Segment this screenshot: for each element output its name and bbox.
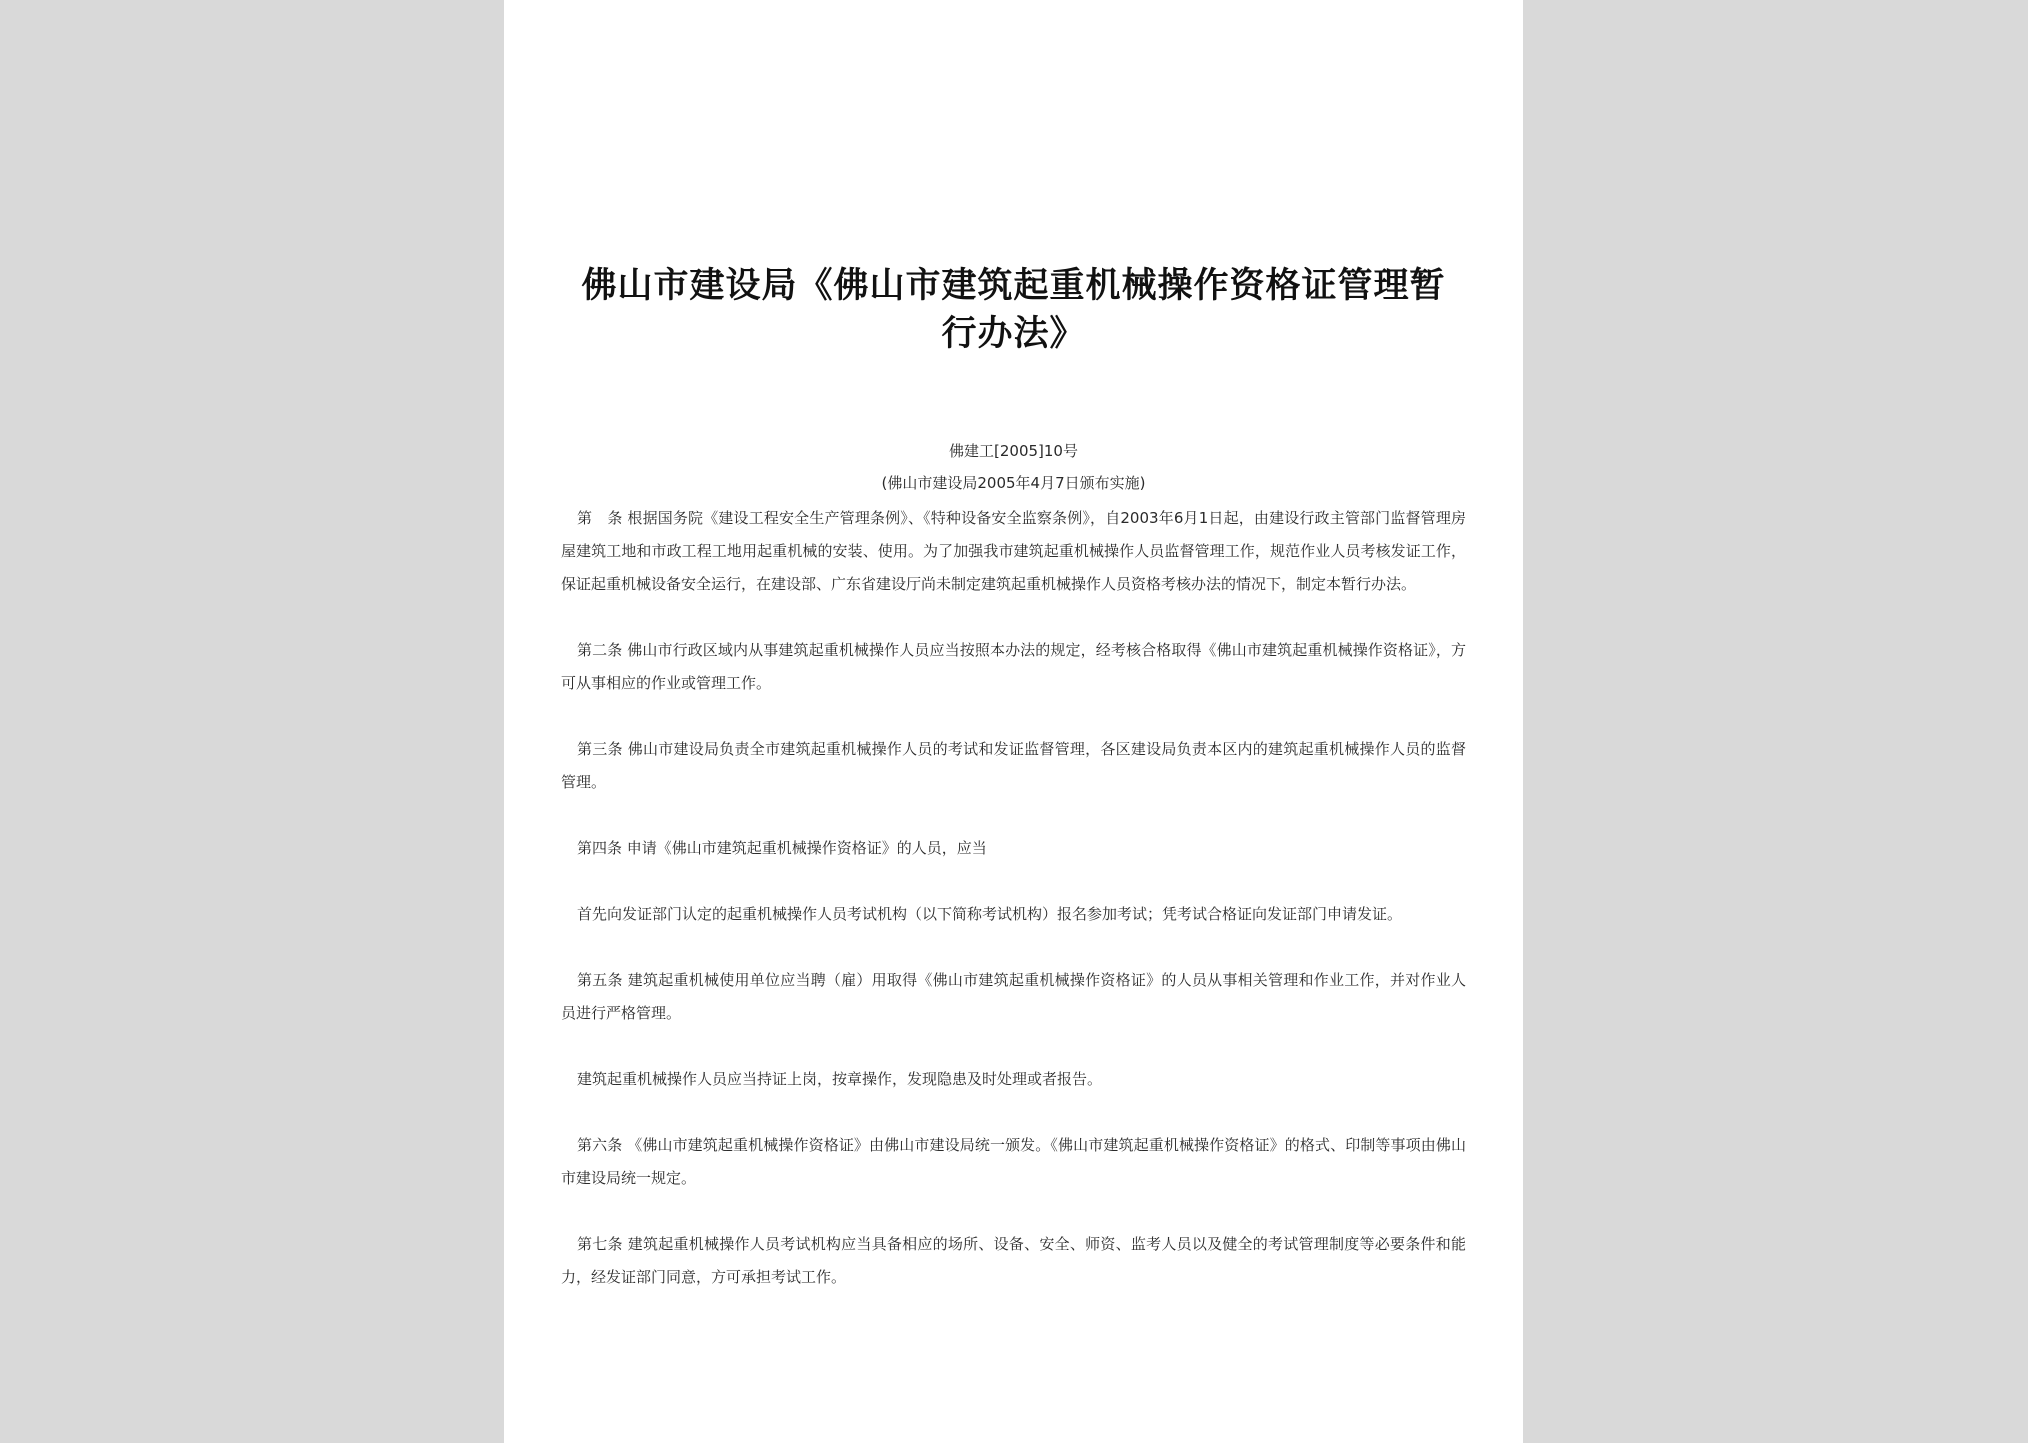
article-3: 第三条 佛山市建设局负责全市建筑起重机械操作人员的考试和发证监督管理，各区建设局负责本区内的建筑起重机械操作人员的监督管理。: [561, 740, 1466, 791]
document-title: 佛山市建设局《佛山市建筑起重机械操作资格证管理暂行办法》: [581, 265, 1446, 354]
article-2: 第二条 佛山市行政区域内从事建筑起重机械操作人员应当按照本办法的规定，经考核合格取得《佛山市建筑起重机械操作资格证》，方可从事相应的作业或管理工作。: [561, 641, 1466, 692]
article-4-continued: 首先向发证部门认定的起重机械操作人员考试机构（以下简称考试机构）报名参加考试；凭考试合格证向发证部门申请发证。: [577, 905, 1403, 923]
article-5-continued: 建筑起重机械操作人员应当持证上岗，按章操作，发现隐患及时处理或者报告。: [577, 1070, 1103, 1088]
article-5: 第五条 建筑起重机械使用单位应当聘（雇）用取得《佛山市建筑起重机械操作资格证》的人员从事相关管理和作业工作，并对作业人员进行严格管理。: [561, 971, 1466, 1022]
issue-info: (佛山市建设局2005年4月7日颁布实施): [881, 474, 1146, 492]
article-7: 第七条 建筑起重机械操作人员考试机构应当具备相应的场所、设备、安全、师资、监考人员以及健全的考试管理制度等必要条件和能力，经发证部门同意，方可承担考试工作。: [561, 1235, 1466, 1286]
document-number: 佛建工[2005]10号: [949, 442, 1078, 460]
document-body: [561, 502, 1466, 1327]
article-4: 第四条 申请《佛山市建筑起重机械操作资格证》的人员，应当: [577, 839, 987, 857]
article-6: 第六条 《佛山市建筑起重机械操作资格证》由佛山市建设局统一颁发。《佛山市建筑起重机械操作资格证》的格式、印制等事项由佛山市建设局统一规定。: [561, 1136, 1466, 1187]
article-1: 第 条 根据国务院《建设工程安全生产管理条例》、《特种设备安全监察条例》，自2003年6月1日起，由建设行政主管部门监督管理房屋建筑工地和市政工程工地用起重机械的安装、使用。为了加强我市建筑起重机械操作人员监督管理工作，规范作业人员考核发证工作，保证起重机械设备安全运行，在建设部、广东省建设厅尚未制定建筑起重机械操作人员资格考核办法的情况下，制定本暂行办法。: [561, 509, 1466, 593]
document-page: [504, 0, 1523, 1443]
